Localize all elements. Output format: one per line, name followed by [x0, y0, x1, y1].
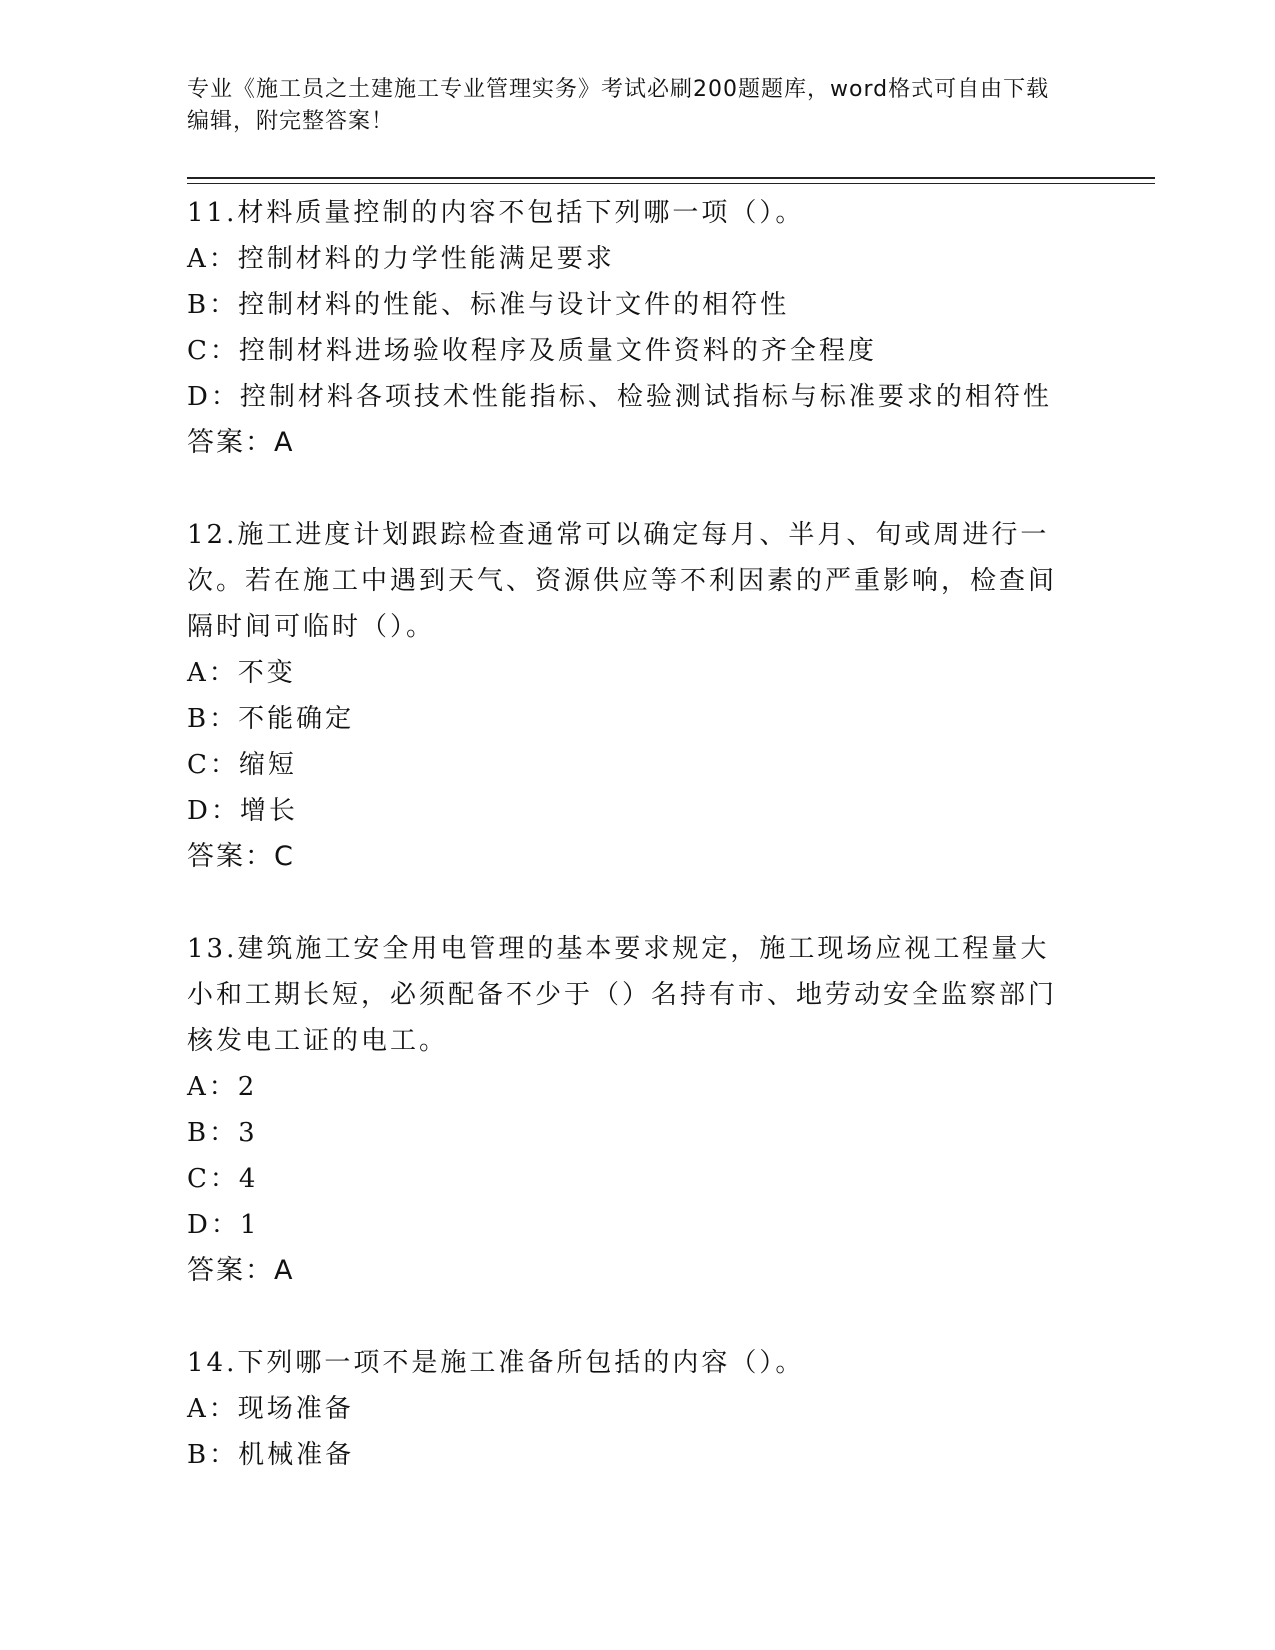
option-d: D：增长	[187, 796, 298, 826]
question-list	[187, 190, 1087, 1524]
question-13	[187, 926, 1087, 1294]
option-c: C：4	[187, 1164, 259, 1194]
question-11	[187, 190, 1087, 466]
question-text: 14.下列哪一项不是施工准备所包括的内容（）。	[187, 1348, 805, 1378]
answer: 答案：C	[187, 841, 295, 872]
answer: 答案：A	[187, 427, 295, 458]
option-a: A：现场准备	[187, 1394, 354, 1424]
option-a: A：控制材料的力学性能满足要求	[187, 244, 615, 274]
answer: 答案：A	[187, 1255, 295, 1286]
option-d: D：1	[187, 1210, 260, 1240]
option-b: B：不能确定	[187, 704, 355, 734]
question-14	[187, 1340, 1087, 1478]
document-header: 专业《施工员之土建施工专业管理实务》考试必刷200题题库，word格式可自由下载编辑，附完整答案！	[187, 77, 1050, 134]
option-c: C：控制材料进场验收程序及质量文件资料的齐全程度	[187, 336, 877, 366]
option-d: D：控制材料各项技术性能指标、检验测试指标与标准要求的相符性	[187, 382, 1052, 412]
question-text: 13.建筑施工安全用电管理的基本要求规定，施工现场应视工程量大小和工期长短，必须配备不少于（）名持有市、地劳动安全监察部门核发电工证的电工。	[187, 934, 1058, 1056]
header-rule-thin	[187, 183, 1155, 184]
option-b: B：机械准备	[187, 1440, 355, 1470]
question-12	[187, 512, 1087, 880]
question-text: 12.施工进度计划跟踪检查通常可以确定每月、半月、旬或周进行一次。若在施工中遇到天气、资源供应等不利因素的严重影响，检查间隔时间可临时（）。	[187, 520, 1058, 642]
question-text: 11.材料质量控制的内容不包括下列哪一项（）。	[187, 198, 805, 228]
option-a: A：不变	[187, 658, 296, 688]
option-c: C：缩短	[187, 750, 297, 780]
option-a: A：2	[187, 1072, 258, 1102]
option-b: B：3	[187, 1118, 258, 1148]
header-rule-thick	[187, 177, 1155, 179]
option-b: B：控制材料的性能、标准与设计文件的相符性	[187, 290, 790, 320]
